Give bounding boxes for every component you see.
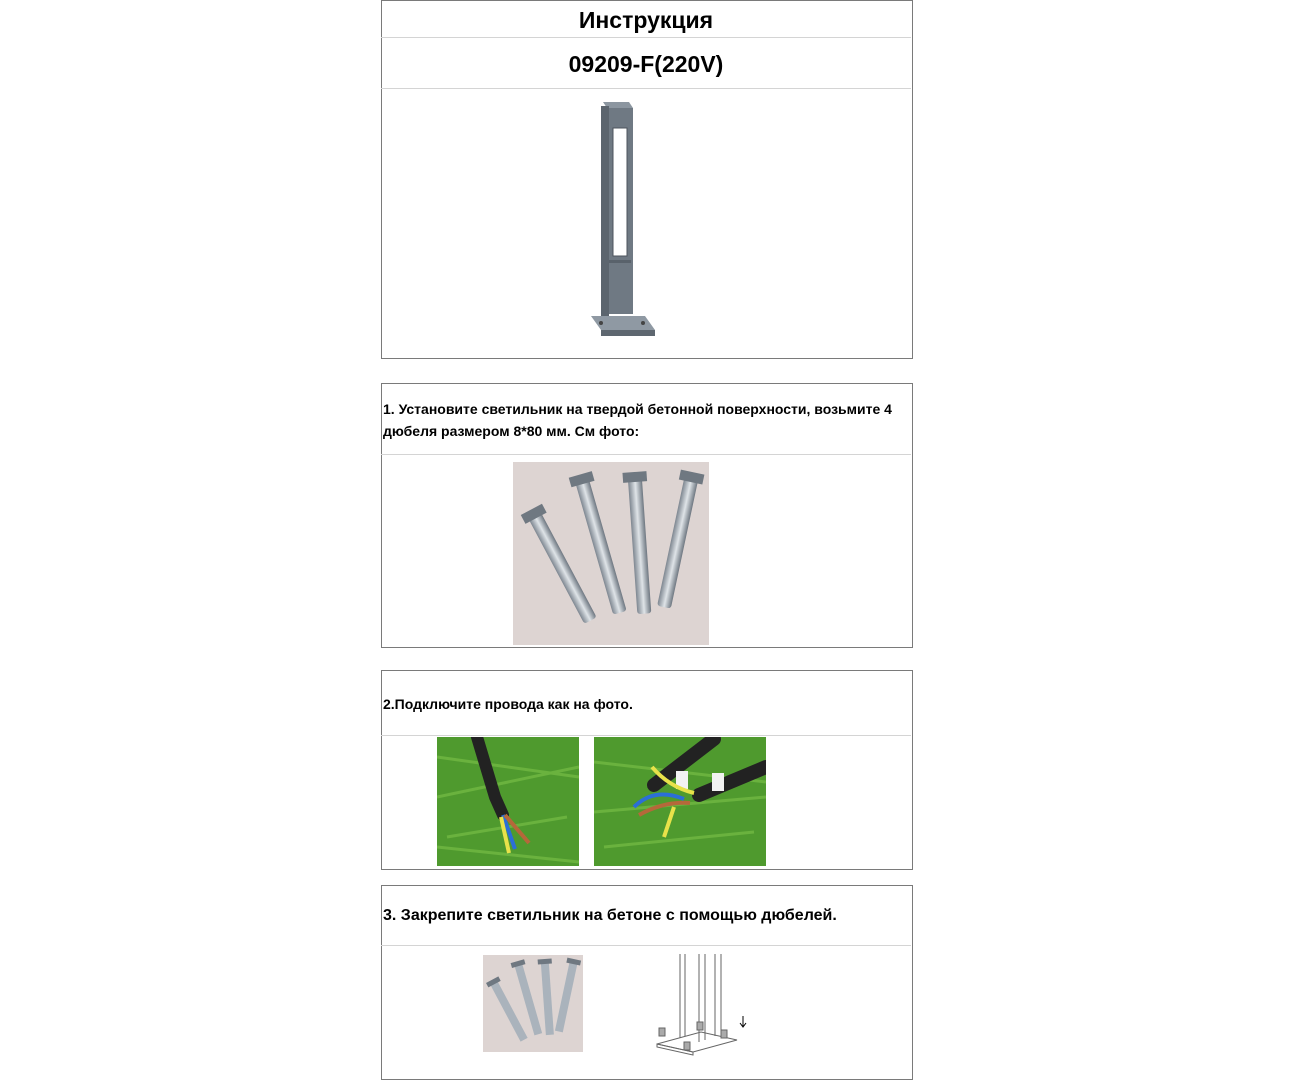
step-3-divider	[381, 945, 911, 946]
model-number: 09209-F(220V)	[568, 51, 724, 77]
page-title: Инструкция	[578, 7, 714, 33]
mounting-diagram	[651, 952, 761, 1057]
step-2-divider	[381, 735, 911, 736]
step-2-text: 2.Подключите провода как на фото.	[383, 696, 633, 712]
header-divider-2	[381, 88, 911, 89]
anchor-bolts-small-photo	[483, 955, 583, 1052]
instruction-sheet	[381, 0, 913, 1080]
anchor-bolts-photo	[513, 462, 709, 645]
step-3-text: 3. Закрепите светильник на бетоне с помощью дюбелей.	[383, 907, 837, 924]
step-1-divider	[381, 454, 911, 455]
step-1-text: 1. Установите светильник на твердой бетонной поверхности, возьмите 4 дюбеля размером 8*80 мм. См фото:	[383, 401, 892, 439]
cable-stripped-photo	[437, 737, 579, 866]
header-divider	[381, 37, 911, 38]
cable-connected-photo	[594, 737, 766, 866]
bollard-lamp-image	[581, 98, 671, 343]
